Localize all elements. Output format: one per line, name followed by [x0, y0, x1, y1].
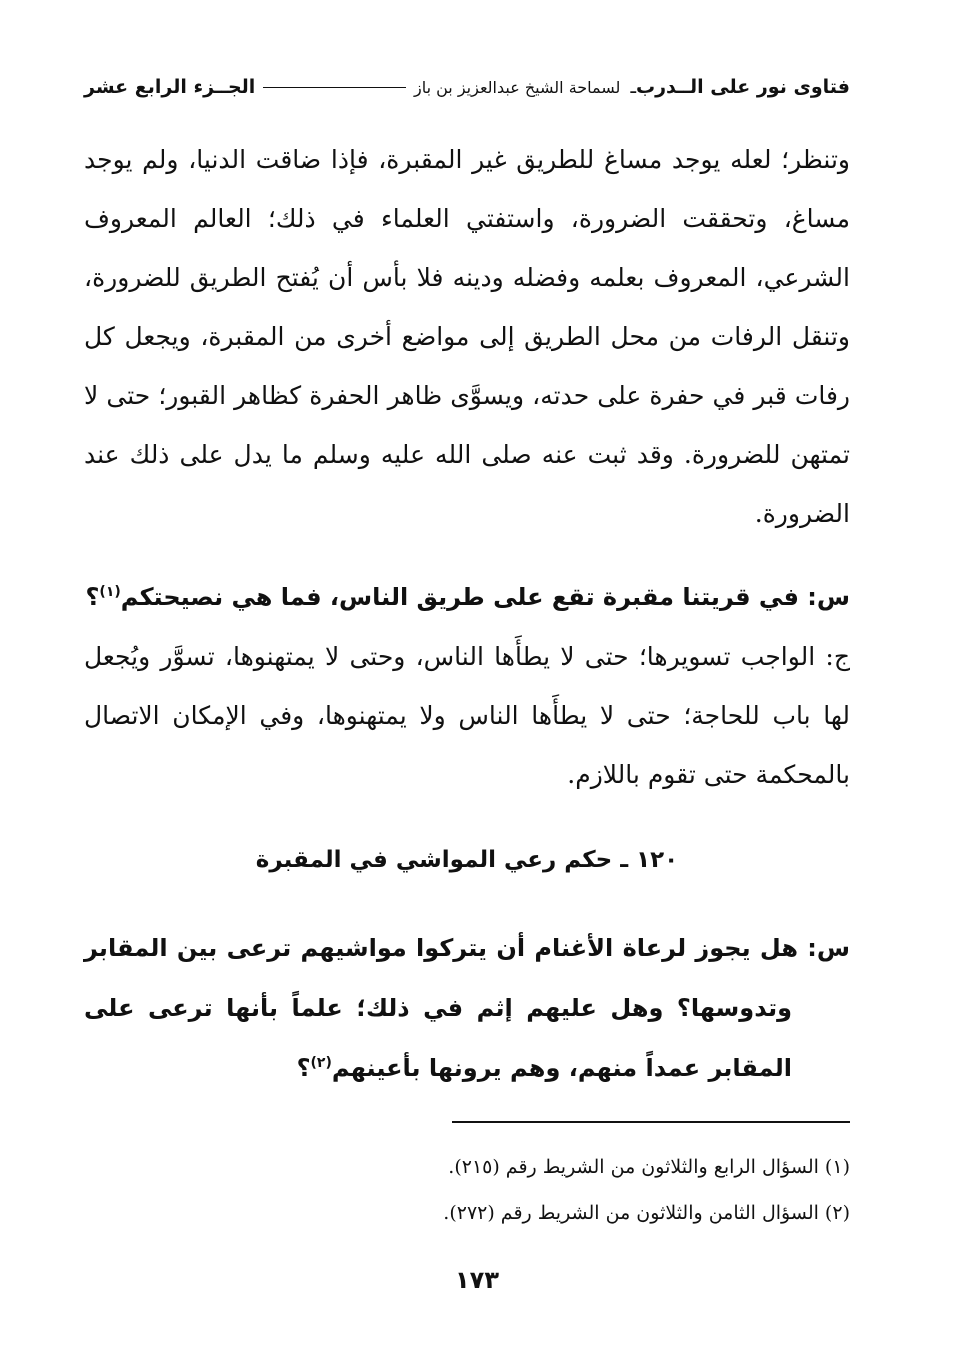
header-title-group [414, 76, 850, 98]
header-volume: الجــزء الرابع عشر [84, 76, 256, 98]
question-2-text: س: هل يجوز لرعاة الأغنام أن يتركوا مواشيهم ترعى بين المقابر وتدوسها؟ وهل عليهم إثم في ذلك؛ علماً بأنها ترعى على المقابر عمداً منهم، وهم يرونها بأعينهم [84, 934, 850, 1082]
qa-block-1 [84, 568, 850, 804]
footnote-1: (١) السؤال الرابع والثلاثون من الشريط رقم (٢١٥). [448, 1156, 850, 1178]
question-1 [84, 568, 850, 627]
question-1-text: س: في قريتنا مقبرة تقع على طريق الناس، فما هي نصيحتكم [120, 583, 850, 611]
question-1-mark: ؟ [85, 583, 100, 611]
paragraph-continuation: وتنظر؛ لعله يوجد مساغ للطريق غير المقبرة، فإذا ضاقت الدنيا، ولم يوجد مساغ، وتحققت الضرورة، واستفتي العلماء في ذلك؛ العالم المعروف الشرعي، المعروف بعلمه وفضله ودينه فلا بأس أن يُفتح الطريق للضرورة، وتنقل الرفات من محل الطريق إلى مواضع أخرى من المقبرة، ويجعل كل رفات قبر في حفرة على حدته، ويسوَّى ظاهر الحفرة كظاهر القبور؛ حتى لا تمتهن للضرورة. وقد ثبت عنه صلى الله عليه وسلم ما يدل على ذلك عند الضرورة. [84, 145, 850, 528]
header-rule [263, 87, 406, 88]
footnote-divider [452, 1121, 850, 1123]
header-dash: ـ [630, 76, 637, 98]
footnote-ref-2[interactable]: (٢) [310, 1055, 332, 1071]
running-header [84, 70, 850, 104]
footnotes [330, 1144, 850, 1236]
header-book-title: فتاوى نور على الــدرب [636, 76, 850, 98]
answer-1: ج: الواجب تسويرها؛ حتى لا يطأَها الناس، وحتى لا يمتهنوها، تسوَّر ويُجعل لها باب للحاجة؛ حتى لا يطأَها الناس ولا يمتهنوها، وفي الإمكان الاتصال بالمحكمة حتى تقوم باللازم. [84, 642, 850, 789]
footnote-ref-1[interactable]: (١) [99, 584, 121, 600]
footnote-2: (٢) السؤال الثامن والثلاثون من الشريط رقم (٢٧٢). [443, 1202, 850, 1224]
page-number: ١٧٣ [455, 1266, 499, 1294]
question-2 [84, 918, 850, 1098]
header-subtitle: لسماحة الشيخ عبدالعزيز بن باز [413, 77, 621, 97]
section-heading: ١٢٠ ـ حكم رعي المواشي في المقبرة [255, 847, 679, 873]
question-2-mark: ؟ [296, 1054, 311, 1082]
